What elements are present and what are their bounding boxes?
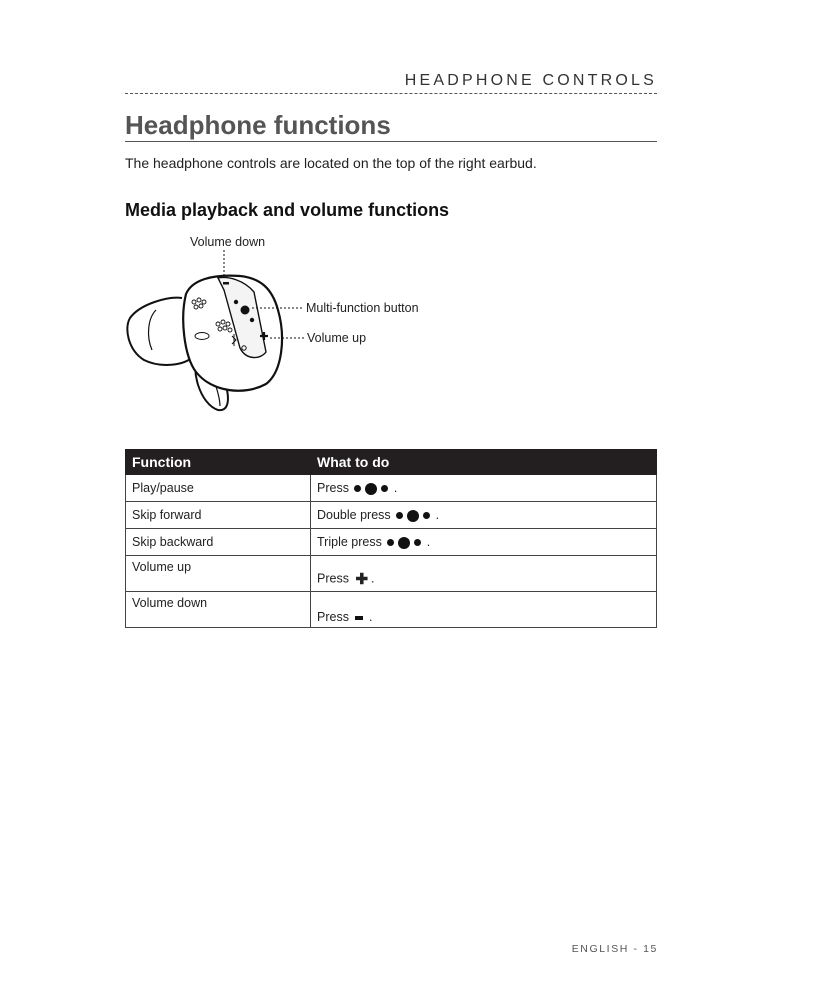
action-text: Press [317, 610, 349, 624]
action-text: Press [317, 571, 349, 586]
column-header-function: Function [126, 450, 311, 475]
table-header-row [126, 450, 657, 475]
dashed-divider [125, 93, 657, 94]
function-cell: Volume down [126, 592, 311, 628]
function-cell: Play/pause [126, 475, 311, 502]
table-row [126, 502, 657, 529]
callout-volume-down: Volume down [190, 235, 266, 249]
action-text: Press [317, 481, 349, 495]
volume-down-button-icon [223, 282, 229, 285]
callout-volume-up: Volume up [307, 331, 367, 345]
action-text: Triple press [317, 535, 382, 549]
multi-function-button-icon [394, 508, 432, 522]
earbud-diagram [120, 232, 440, 422]
action-text: Double press [317, 508, 391, 522]
table-row [126, 592, 657, 628]
table-row [126, 475, 657, 502]
callout-multi-function-button: Multi-function button [306, 301, 419, 315]
table-row [126, 529, 657, 556]
action-cell: Press . [311, 475, 657, 502]
table-row [126, 556, 657, 592]
minus-icon [355, 616, 363, 620]
action-cell: Press . [311, 592, 657, 628]
plus-icon: ✚ [355, 571, 369, 588]
section-subheading: Media playback and volume functions [125, 200, 450, 220]
title-underline [125, 141, 657, 142]
multi-function-button-icon [385, 535, 423, 549]
section-header: HEADPHONE CONTROLS [404, 72, 657, 89]
functions-table [125, 449, 657, 628]
function-cell: Volume up [126, 556, 311, 592]
page-footer: ENGLISH - 15 [571, 943, 658, 955]
page-title: Headphone functions [125, 110, 391, 140]
intro-text: The headphone controls are located on the top of the right earbud. [125, 155, 537, 171]
multi-function-button-icon [352, 481, 390, 495]
action-cell: Double press . [311, 502, 657, 529]
action-cell: Press ✚ . [311, 556, 657, 592]
function-cell: Skip forward [126, 502, 311, 529]
function-cell: Skip backward [126, 529, 311, 556]
action-cell: Triple press . [311, 529, 657, 556]
column-header-what-to-do: What to do [311, 450, 657, 475]
multi-function-button-icon [241, 306, 250, 315]
